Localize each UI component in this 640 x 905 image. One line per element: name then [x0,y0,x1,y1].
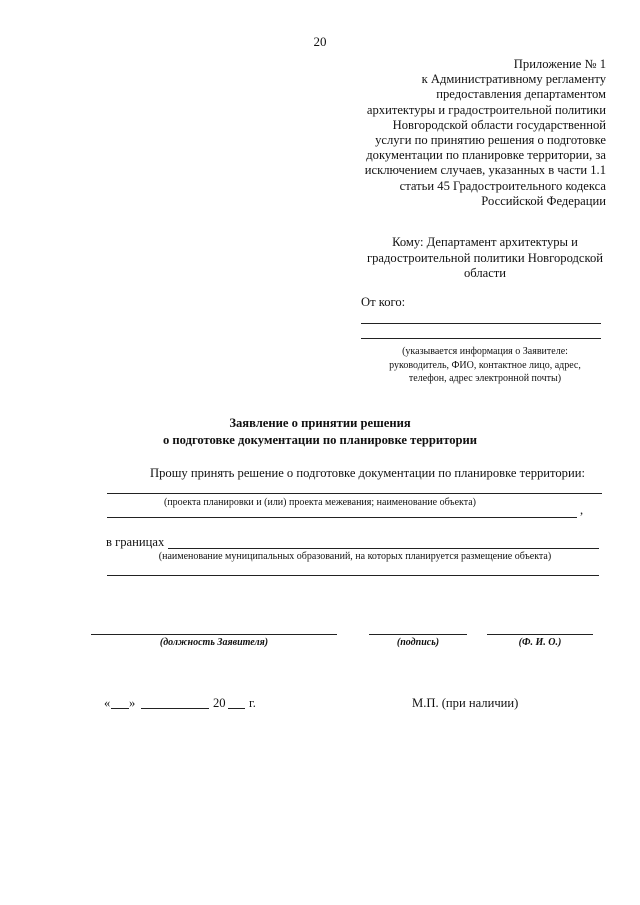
boundaries-label: в границах [106,535,165,549]
applicant-hint-line: (указывается информация о Заявителе: [402,346,568,357]
page-number: 20 [313,34,327,49]
appendix-line: статьи 45 Градостроительного кодекса [399,178,606,193]
request-text: Прошу принять решение о подготовке документации по планировке территории: [150,466,585,480]
boundaries-blank-1[interactable] [168,548,599,549]
applicant-blank-2[interactable] [361,338,601,339]
position-blank[interactable] [91,634,337,635]
date-year-prefix: 20 [213,696,226,710]
applicant-blank-1[interactable] [361,323,601,324]
line-end-comma: , [580,503,584,517]
date-month-blank[interactable] [141,708,209,709]
appendix-line: предоставления департаментом [436,87,606,102]
recipient-line: Кому: Департамент архитектуры и [392,235,578,249]
from-label: От кого: [361,295,406,309]
date-close-quote: » [129,696,136,710]
name-blank[interactable] [487,634,593,635]
date-year-suffix: г. [249,696,256,710]
applicant-hint-line: руководитель, ФИО, контактное лицо, адрес, [389,359,581,371]
recipient-block [360,235,610,282]
document-title [0,415,640,449]
seal-text: М.П. (при наличии) [412,696,519,710]
project-blank-1[interactable] [107,493,602,494]
recipient-line: градостроительной политики Новгородской [366,250,604,265]
date-day-blank[interactable] [111,708,129,709]
recipient-line: области [463,266,507,280]
applicant-hint [360,345,610,386]
signature-blank[interactable] [369,634,467,635]
boundaries-hint: (наименование муниципальных образований, на которых планируется размещение объекта) [158,551,552,562]
project-blank-2[interactable] [107,517,577,518]
project-hint: (проекта планировки и (или) проекта межевания; наименование объекта) [163,497,477,508]
appendix-line: к Административному регламенту [421,72,606,87]
applicant-hint-line: телефон, адрес электронной почты) [408,373,562,384]
appendix-header [316,57,606,209]
appendix-line: услуги по принятию решения о подготовке [375,133,606,148]
name-caption: (Ф. И. О.) [518,637,562,648]
appendix-line: Новгородской области государственной [392,117,606,132]
appendix-line: Российской Федерации [481,193,606,208]
appendix-line: архитектуры и градостроительной политики [366,102,606,117]
title-line: о подготовке документации по планировке территории [162,433,478,447]
appendix-line: исключением случаев, указанных в части 1.1 [364,163,606,178]
title-line: Заявление о принятии решения [229,416,411,430]
appendix-line: Приложение № 1 [513,57,606,71]
date-year-blank[interactable] [228,708,245,709]
date-open-quote: « [104,696,111,710]
boundaries-blank-2[interactable] [107,575,599,576]
signature-caption: (подпись) [396,637,440,648]
appendix-line: документации по планировке территории, за [366,148,606,163]
position-caption: (должность Заявителя) [159,637,269,648]
